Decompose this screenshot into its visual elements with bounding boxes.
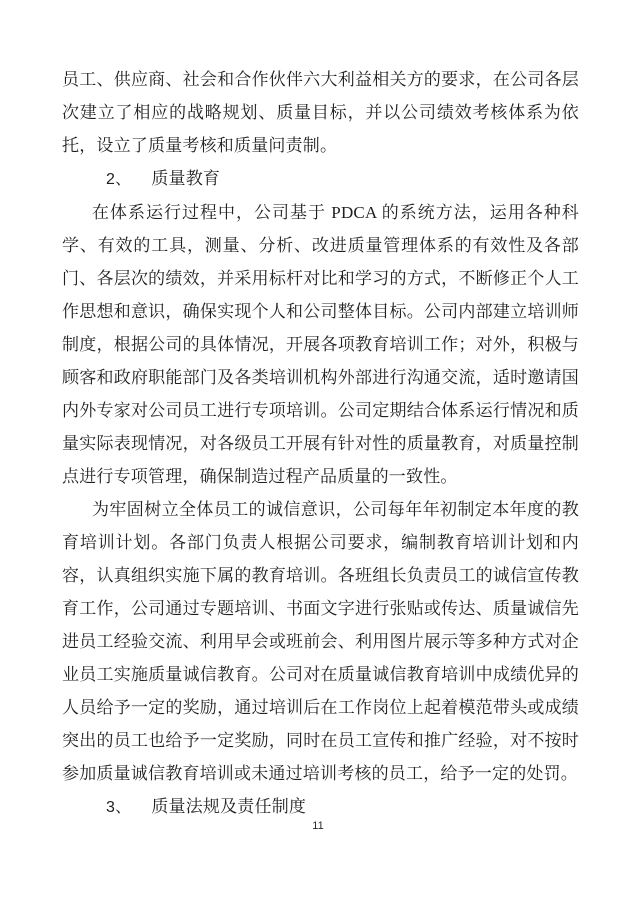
section-heading-quality-regulations [62,790,579,824]
paragraph-quality-education-pdca: 在体系运行过程中，公司基于 PDCA 的系统方法，运用各种科学、有效的工具，测量、分析、改进质量管理体系的有效性及各部门、各层次的绩效，并采用标杆对比和学习的方式，不断修正个人工作思想和意识，确保实现个人和公司整体目标。公司内部建立培训师制度，根据公司的具体情况，开展各项教育培训工作；对外，积极与顾客和政府职能部门及各类培训机构外部进行沟通交流，适时邀请国内外专家对公司员工进行专项培训。公司定期结合体系运行情况和质量实际表现情况，对各级员工开展有针对性的质量教育，对质量控制点进行专项管理，确保制造过程产品质量的一致性。 [62,203,579,486]
section-number: 2、 [106,171,132,188]
section-number: 3、 [106,799,132,816]
paragraph-strategy-goals: 员工、供应商、社会和合作伙伴六大利益相关方的要求，在公司各层次建立了相应的战略规划、质量目标，并以公司绩效考核体系为依托，设立了质量考核和质量问责制。 [62,70,579,155]
page-number: 11 [312,820,324,832]
section-title: 质量教育 [151,169,221,188]
section-title: 质量法规及责任制度 [151,797,307,816]
section-heading-quality-education [62,162,579,196]
paragraph-integrity-training: 为牢固树立全体员工的诚信意识，公司每年年初制定本年度的教育培训计划。各部门负责人根据公司要求，编制教育培训计划和内容，认真组织实施下属的教育培训。各班组长负责员工的诚信宣传教育工作，公司通过专题培训、书面文字进行张贴或传达、质量诚信先进员工经验交流、利用早会或班前会、利用图片展示等多种方式对企业员工实施质量诚信教育。公司对在质量诚信教育培训中成绩优异的人员给予一定的奖励，通过培训后在工作岗位上起着模范带头或成绩突出的员工也给予一定奖励，同时在员工宣传和推广经验，对不按时参加质量诚信教育培训或未通过培训考核的员工，给予一定的处罚。 [62,500,579,783]
document-body [62,63,579,824]
